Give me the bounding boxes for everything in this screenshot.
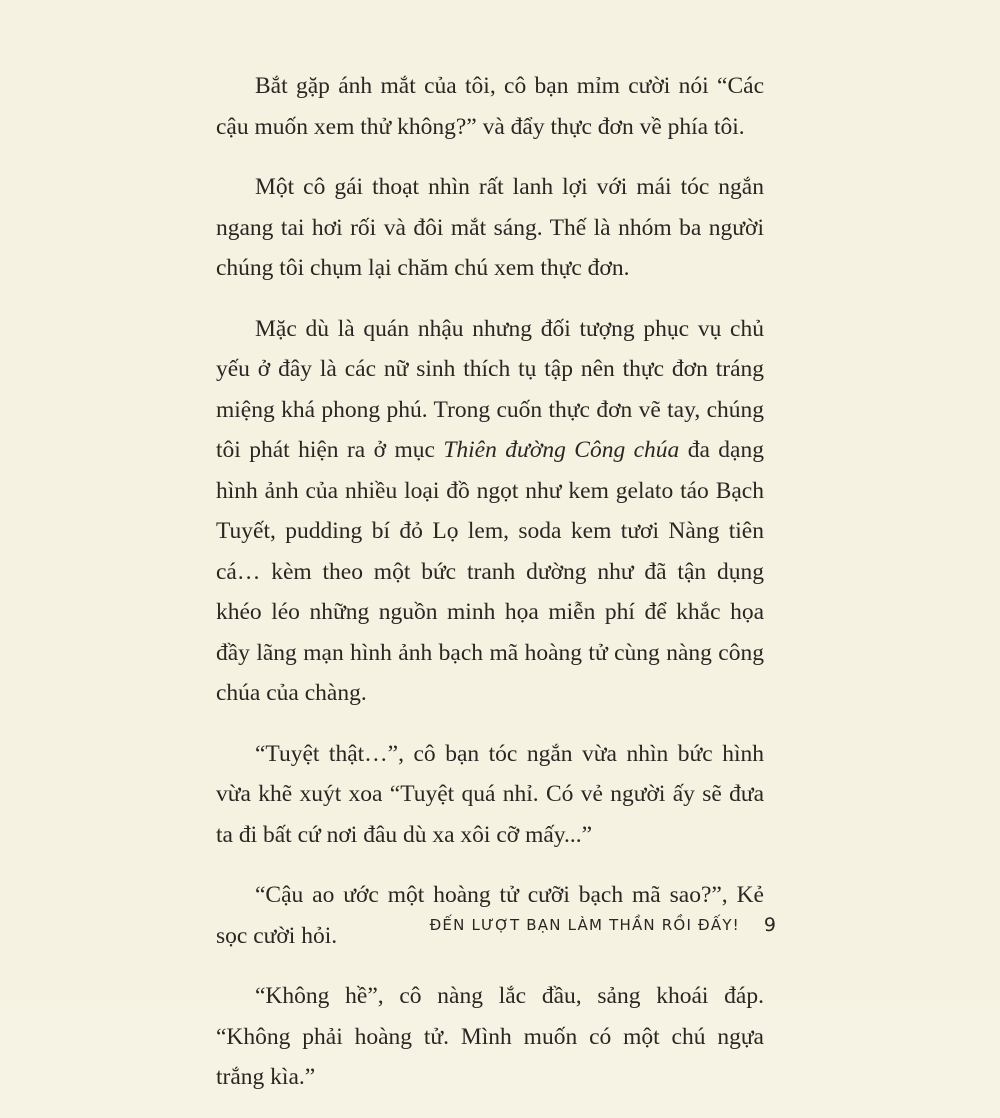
paragraph-3-end: đa dạng hình ảnh của nhiều loại đồ ngọt như kem gelato táo Bạch Tuyết, pudding bí đỏ Lọ lem, soda kem tươi Nàng tiên cá… kèm theo một bức tranh dường như đã tận dụng khéo léo những nguồn minh họa miễn phí để khắc họa đầy lãng mạn hình ảnh bạch mã hoàng tử cùng nàng công chúa của chàng. — [216, 437, 764, 706]
paragraph-6: “Không hề”, cô nàng lắc đầu, sảng khoái đáp. “Không phải hoàng tử. Mình muốn có một chú ngựa trắng kìa.” — [216, 983, 764, 1090]
page-footer — [429, 905, 776, 945]
paragraph-3 — [216, 309, 764, 714]
page-number: 9 — [763, 914, 776, 936]
paragraph-5: “Cậu ao ước một hoàng tử cưỡi bạch mã sao?”, Kẻ sọc cười hỏi. — [216, 882, 764, 949]
menu-section-title: Thiên đường Công chúa — [443, 437, 680, 463]
paragraph-3-start: Mặc dù là quán nhậu nhưng đối tượng phục vụ chủ yếu ở đây là các nữ sinh thích tụ tập nên thực đơn tráng miệng khá phong phú. Trong cuốn thực đơn vẽ tay, chúng tôi phát hiện ra ở mục — [216, 315, 764, 463]
paragraph-2: Một cô gái thoạt nhìn rất lanh lợi với mái tóc ngắn ngang tai hơi rối và đôi mắt sáng. Thế là nhóm ba người chúng tôi chụm lại chăm chú xem thực đơn. — [216, 174, 764, 281]
running-head: ĐẾN LƯỢT BẠN LÀM THẦN RỒI ĐẤY! — [429, 916, 740, 934]
paragraph-1: Bắt gặp ánh mắt của tôi, cô bạn mỉm cười nói “Các cậu muốn xem thử không?” và đẩy thực đơn về phía tôi. — [216, 73, 764, 140]
paragraph-4: “Tuyệt thật…”, cô bạn tóc ngắn vừa nhìn bức hình vừa khẽ xuýt xoa “Tuyệt quá nhỉ. Có vẻ người ấy sẽ đưa ta đi bất cứ nơi đâu dù xa xôi cỡ mấy...” — [216, 740, 764, 848]
body-text — [216, 66, 764, 1118]
